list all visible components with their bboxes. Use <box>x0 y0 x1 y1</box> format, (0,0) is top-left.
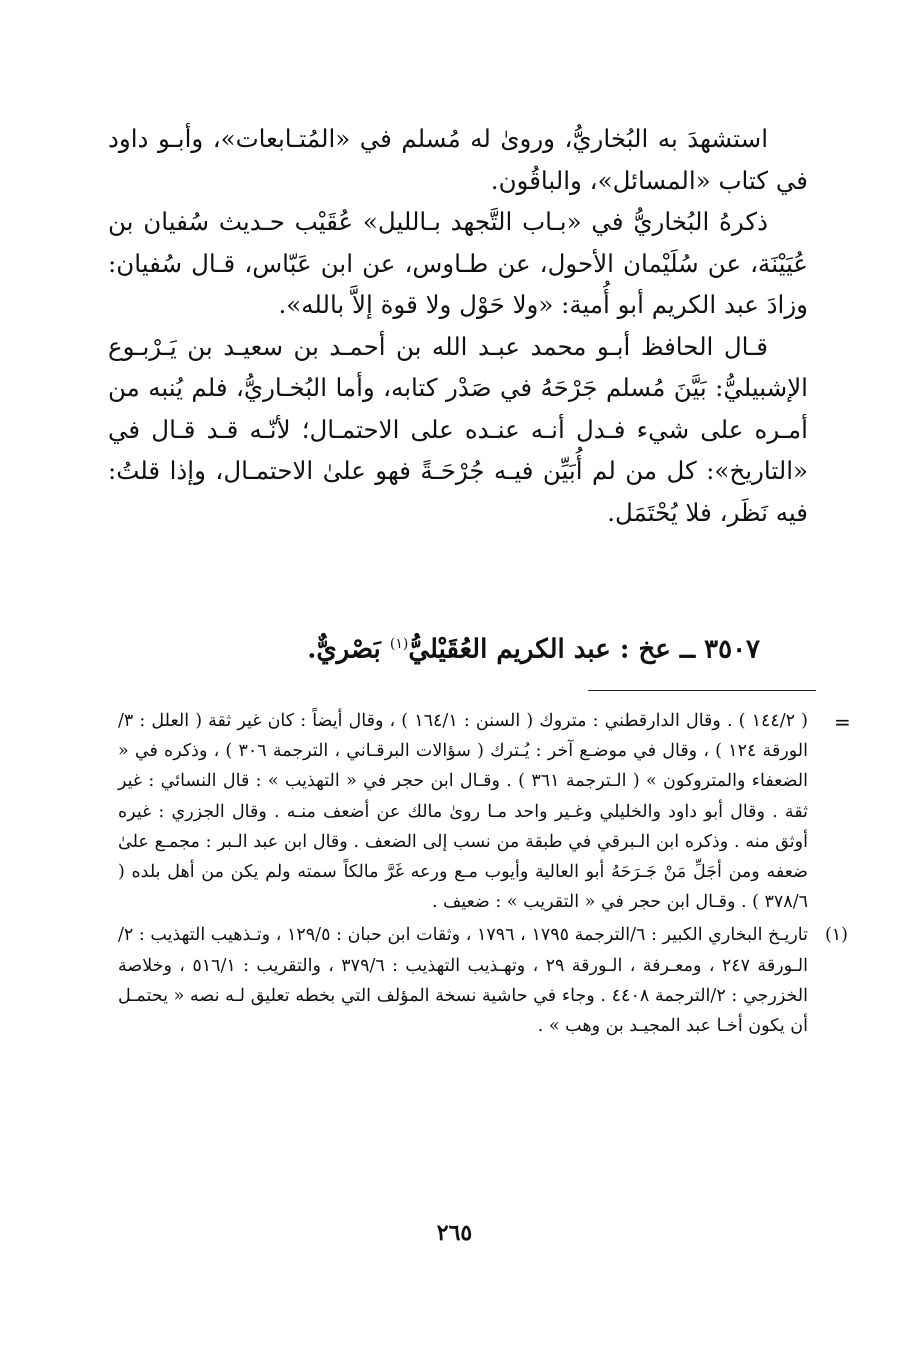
footnote-1-text: تاريـخ البخاري الكبير : ٦/الترجمة ١٧٩٥ ، ١٧٩٦ ، وثقات ابن حبان : ١٢٩/٥ ، وتـذهيب التهذيب : ٢/الـورقة ٢٤٧ ، ومعـرفة ، الـورقة ٢٩ ، وتهـذيب التهذيب : ٣٧٩/٦ ، والتقريب : ٥١٦/١ ، وخلاصة الخزرجي : ٢/الترجمة ٤٤٠٨ . وجاء في حاشية نسخة المؤلف التي بخطه تعليق لـه نصه « يحتمـل أن يكون أخـا عبد المجيـد بن وهب » . <box>118 925 808 1037</box>
page-number: ٢٦٥ <box>436 1220 473 1246</box>
entry-heading-tail: بَصْريٌّ. <box>307 634 390 665</box>
paragraph-2: ذكرهُ البُخاريُّ في «بـاب التَّجهد بـالليل» عُقَيْب حـديث سُفيان بن عُيَيْنَة، عن سُلَيْمان الأحول، عن طـاوس، عن ابن عَبّاس، قـال سُفيان: وزادَ عبد الكريم أبو أُمية: «ولا حَوْل ولا قوة إلاَّ بالله». <box>108 207 808 319</box>
footnote-1 <box>118 920 848 1041</box>
footnote-continued-text: ( ١٤٤/٢ ) . وقال الدارقطني : متروك ( السنن : ١٦٤/١ ) ، وقال أيضاً : كان غير ثقة ( العلل : ٣/الورقة ١٢٤ ) ، وقال في موضـع آخر : يُـترك ( سؤالات البرقـاني ، الترجمة ٣٠٦ ) ، وذكره في « الضعفاء والمتروكون » ( الـترجمة ٣٦١ ) . وقـال ابن حجر في « التهذيب » : قال النسائي : غير ثقة . وقال أبو داود والخليلي وغـير واحد مـا روىٰ مالك عن أضعف منـه . وقال الجزري : غيره أوثق منه . وذكره ابن الـبرقي في طبقة من نسب إلى الضعف . وقال ابن عبد الـبر : مجمـع علىٰ ضعفه ومن أجَلِّ مَنْ جَـرَحَهُ أبو العالية وأيوب مـع ورعه غَرَّ مالكاً سمته ولم يكن من أهل بلده ( ٣٧٨/٦ ) . وقـال ابن حجر في « التقريب » : ضعيف . <box>118 711 808 913</box>
footnote-reference: (١) <box>389 636 409 652</box>
footnote-continuation-mark: = <box>834 710 851 734</box>
footnote-separator-rule <box>588 690 816 691</box>
footnotes-area <box>118 706 848 1041</box>
entry-heading <box>200 622 760 672</box>
entry-heading-text: ٣٥٠٧ ــ عخ : عبد الكريم العُقَيْليُّ <box>408 634 760 665</box>
paragraph-1: استشهدَ به البُخاريُّ، وروىٰ له مُسلم في «المُتـابعات»، وأبـو داود في كتاب «المسائل»، والباقُون. <box>108 124 808 195</box>
footnote-1-number: (١) <box>824 925 848 946</box>
paragraph-3: قـال الحافظ أبـو محمد عبـد الله بن أحمـد بن سعيـد بن يَـرْبـوع الإشبيليُّ: بَيَّنَ مُسلم جَرْحَهُ في صَدْر كتابه، وأما البُخـاريُّ، فلم يُنبه من أمـره على شيء فـدل أنـه عنـده على الاحتمـال؛ لأنّـه قـد قـال في «التاريخ»: كل من لم أُبَيِّن فيـه جُرْحَـةً فهو علىٰ الاحتمـال، وإذا قلتُ: فيه نَظَر، فلا يُحْتَمَل. <box>108 331 808 527</box>
main-text-body <box>108 118 808 533</box>
